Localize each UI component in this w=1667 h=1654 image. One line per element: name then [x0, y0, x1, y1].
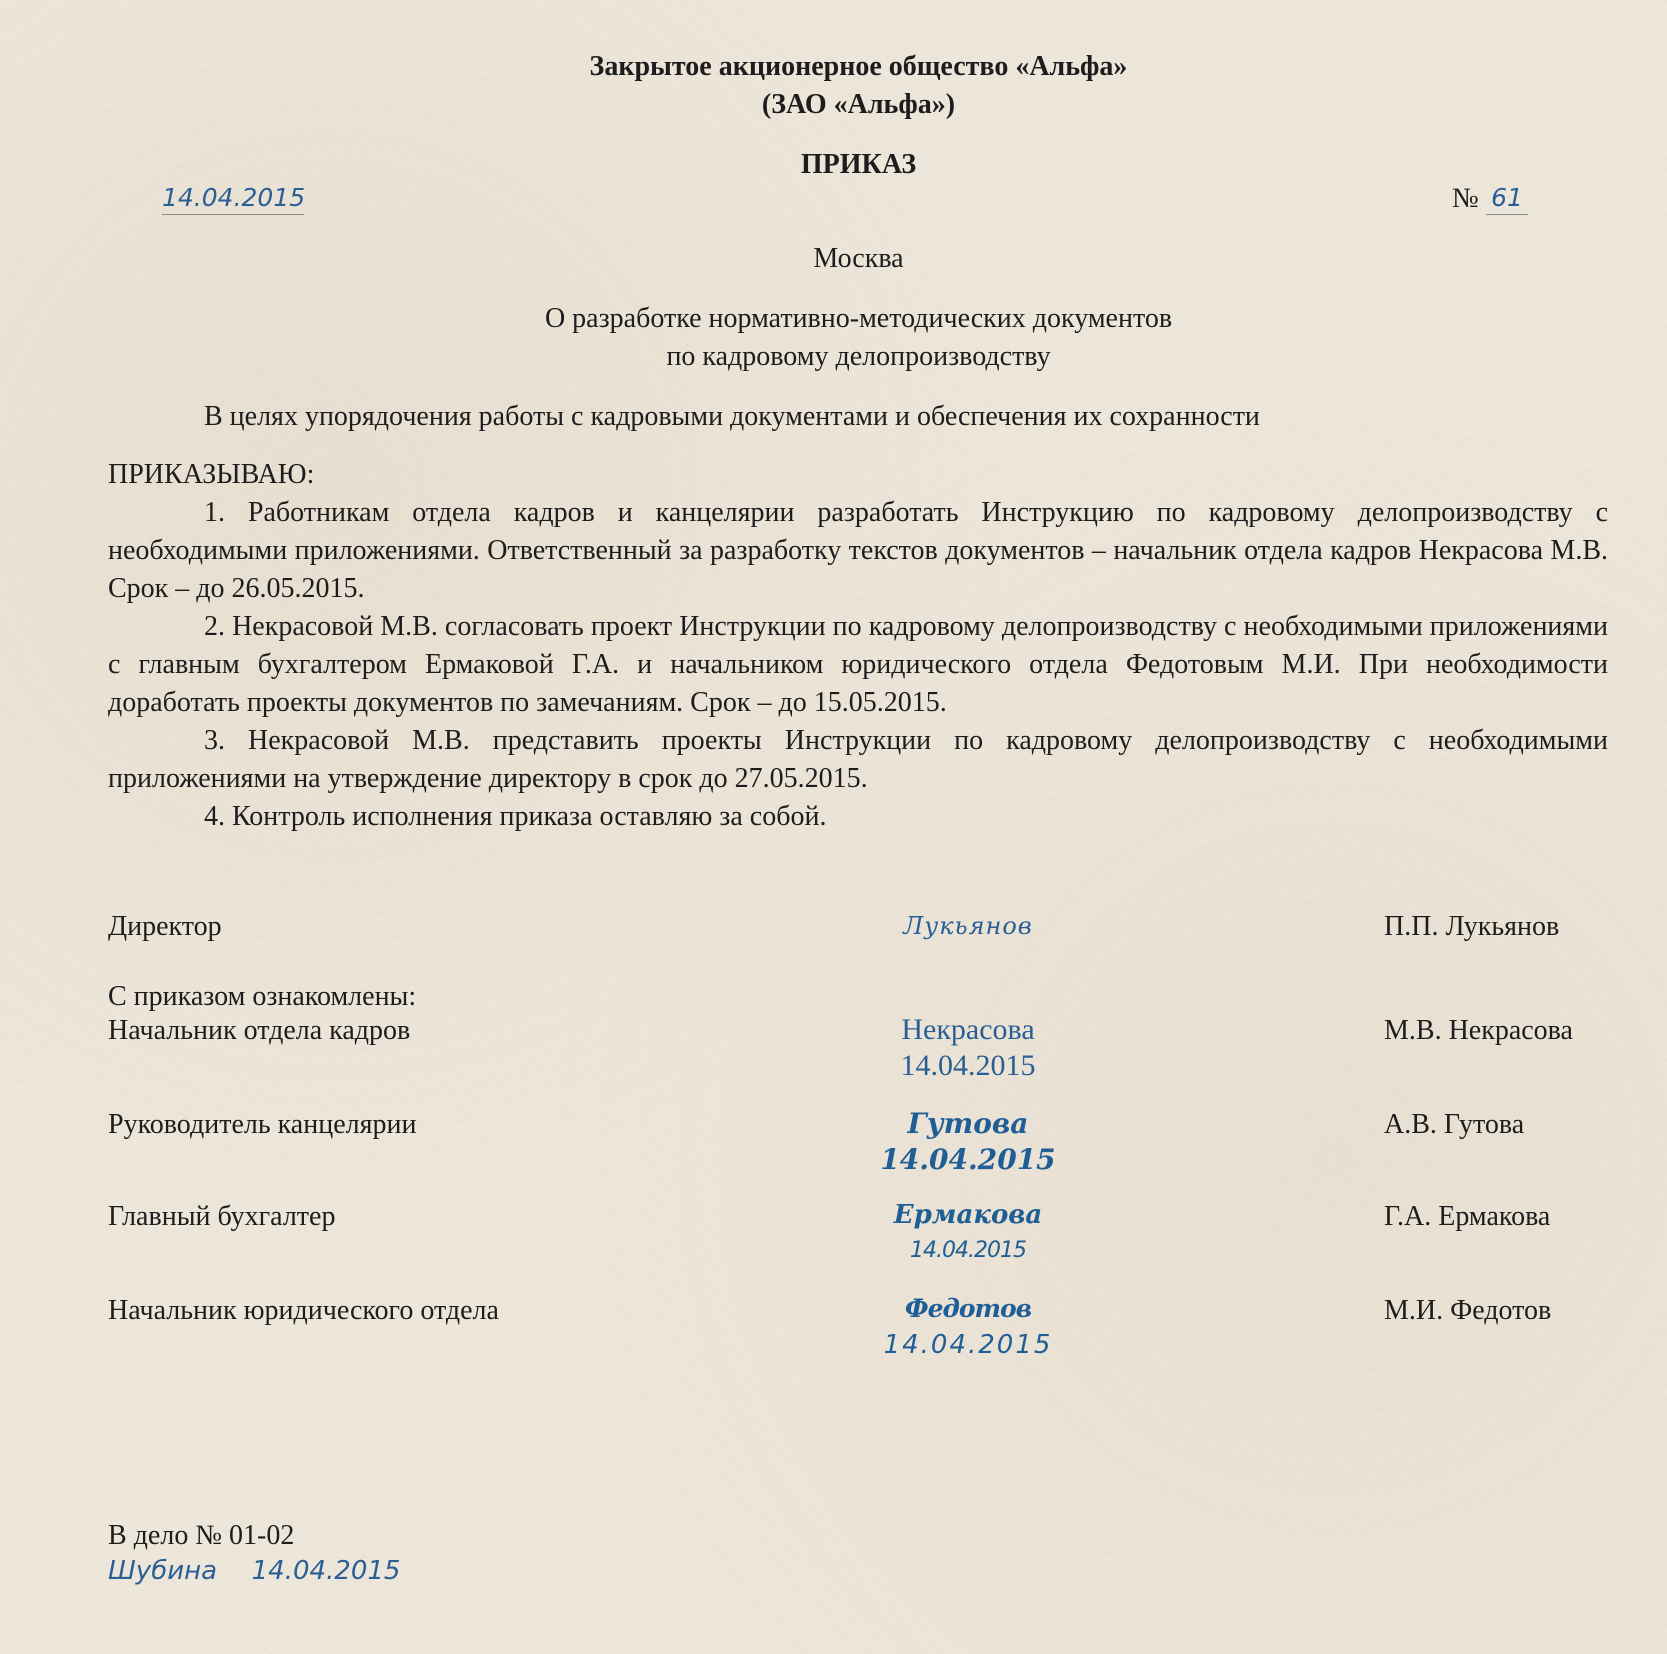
acquaintance-name: М.В. Некрасова — [1384, 1015, 1573, 1046]
filing-note: В дело № 01-02 — [108, 1520, 295, 1551]
organization-full-name: Закрытое акционерное общество «Альфа» — [589, 51, 1128, 82]
document-date: 14.04.2015 — [162, 182, 304, 215]
acquaintance-row — [108, 1198, 1608, 1274]
acquaintance-signature: Федотов — [904, 1294, 1032, 1323]
director-signature: Лукьянов — [903, 912, 1033, 940]
acquaintance-signature: Некрасова — [901, 1013, 1035, 1046]
acquaintance-row — [108, 1292, 1608, 1368]
document-type-title: ПРИКАЗ — [800, 149, 917, 180]
acquaintance-position: Начальник юридического отдела — [108, 1295, 499, 1326]
acquaintance-signature: Гутова — [907, 1107, 1029, 1140]
document-number: 61 — [1486, 182, 1528, 215]
order-item-2: 2. Некрасовой М.В. согласовать проект Инструкции по кадровому делопроизводству с необходимыми приложениями с главным бухгалтером Ермаковой Г.А. и начальником юридического отдела Федотовым М.И. При необходимости доработать проекты документов по замечаниям. Срок – до 15.05.2015. — [108, 611, 1608, 718]
director-position: Директор — [108, 911, 222, 942]
preamble: В целях упорядочения работы с кадровыми документами и обеспечения их сохранности — [204, 401, 1260, 432]
acquaintance-signature: Ермакова — [893, 1200, 1043, 1230]
acquaintance-signature-date: 14.04.2015 — [883, 1330, 1053, 1360]
filing-signature: Шубина — [108, 1556, 218, 1586]
subject-line-1: О разработке нормативно-методических документов — [544, 303, 1173, 334]
acquaintance-name: М.И. Федотов — [1384, 1295, 1552, 1326]
acquaintance-row — [108, 1106, 1608, 1182]
acquaintance-signature-date: 14.04.2015 — [880, 1143, 1056, 1176]
filing-signature-line — [108, 1554, 400, 1588]
organization-short-name: (ЗАО «Альфа») — [761, 89, 956, 120]
order-item-4: 4. Контроль исполнения приказа оставляю за собой. — [204, 801, 827, 832]
subject-line-2: по кадровому делопроизводству — [666, 341, 1051, 372]
director-name: П.П. Лукьянов — [1384, 911, 1560, 942]
director-signature-row — [108, 908, 1608, 948]
order-item-3: 3. Некрасовой М.В. представить проекты Инструкции по кадровому делопроизводству с необходимыми приложениями на утверждение директору в срок до 27.05.2015. — [108, 725, 1608, 794]
filing-date: 14.04.2015 — [251, 1556, 401, 1586]
acquaintance-position: Руководитель канцелярии — [108, 1109, 417, 1140]
document-city: Москва — [813, 243, 904, 274]
acquaintance-row — [108, 1012, 1608, 1088]
order-item-1: 1. Работникам отдела кадров и канцелярии разработать Инструкцию по кадровому делопроизводству с необходимыми приложениями. Ответственный за разработку текстов документов – начальник отдела кадров Некрасова М.В. Срок – до 26.05.2015. — [108, 497, 1608, 604]
acquaintance-signature-date: 14.04.2015 — [900, 1049, 1036, 1082]
acquaintance-name: А.В. Гутова — [1384, 1109, 1525, 1140]
acquaintance-signature-date: 14.04.2015 — [910, 1238, 1026, 1263]
document-number-label: № — [1452, 183, 1479, 214]
acquaintance-position: Главный бухгалтер — [108, 1201, 336, 1232]
acquainted-heading: С приказом ознакомлены: — [108, 981, 417, 1012]
order-word: ПРИКАЗЫВАЮ: — [108, 459, 315, 490]
acquaintance-name: Г.А. Ермакова — [1384, 1201, 1551, 1232]
acquaintance-position: Начальник отдела кадров — [108, 1015, 411, 1046]
